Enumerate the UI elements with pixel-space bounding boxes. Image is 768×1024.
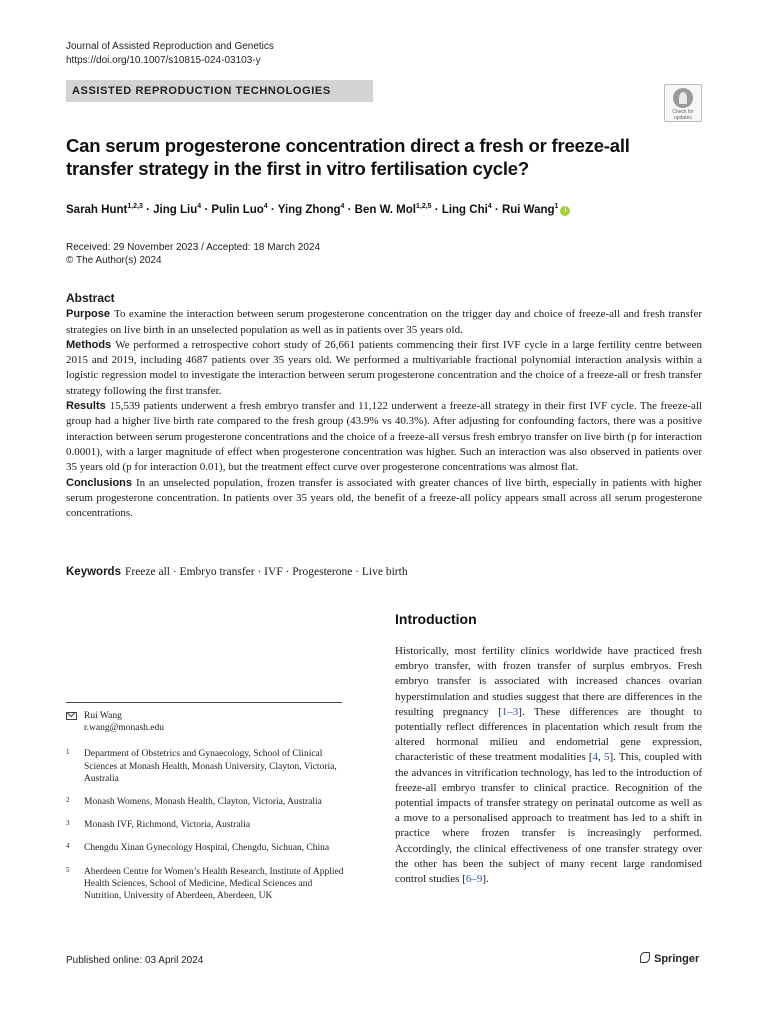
author-name[interactable]: Rui Wang — [501, 203, 555, 216]
section-banner: ASSISTED REPRODUCTION TECHNOLOGIES — [66, 80, 373, 102]
affiliation — [66, 748, 350, 785]
abstract-text: In an unselected population, frozen transfer is associated with greater chances of live birth, especially in patients with higher serum progesterone concentration. In patients over 35 years old, the benefit of a freeze-all policy appears small across all serum progesterone concentrations. — [66, 476, 702, 520]
author-affiliation: 4 — [487, 203, 492, 210]
affiliation-text: Monash Womens, Monash Health, Clayton, Victoria, Australia — [84, 797, 322, 808]
author-affiliation: 1 — [554, 203, 559, 210]
author-affiliation: 4 — [197, 203, 202, 210]
introduction-segment: ]. These differences are thought to potentially reflect differences in placentation which result from the altered hormonal milieu and endometrial gene expression, characteristic of these treatment modalities [ — [395, 705, 703, 764]
author-name[interactable]: Ying Zhong — [277, 203, 341, 216]
introduction-segment: ]. This, coupled with the advances in vitrification technology, has led to the introduction of freeze-all embryo transfer to clinical practice. Recognition of the potential impacts of transfer strategy on perinatal outcome as well as a move to a personalised approach to treatment has led to a shift in practice where frozen transfer is increasingly performed. Accordingly, the clinical effectiveness of one transfer strategy over the other has been the subject of many recent large randomised control studies [ — [395, 751, 702, 886]
affiliation-number: 1 — [66, 748, 70, 757]
publisher-name: Springer — [654, 953, 700, 965]
abstract-text: 15,539 patients underwent a fresh embryo transfer and 11,122 underwent a freeze-all strategy in their first IVF cycle. The freeze-all group had a higher live birth rate compared to the fresh group (43.9% vs 40.3%). After adjusting for confounding factors, there was a positive interaction between serum progesterone concentrations and the choice of a freeze-all versus fresh embryo transfer on live birth (p for interaction 0.0001), with a larger magnitude of effect when progesterone concentration was higher. Such an interaction was also observed in patients over 35 years old (p for interaction 0.01), but the treatment effect curve over progesterone concentrations was almost flat. — [66, 400, 702, 474]
journal-name: Journal of Assisted Reproduction and Genetics — [66, 41, 274, 52]
author-separator: · — [344, 203, 355, 216]
keywords-label: Keywords — [66, 566, 121, 578]
correspondence — [66, 710, 350, 734]
check-updates-icon — [673, 88, 693, 108]
citation-link[interactable]: 6–9 — [465, 873, 483, 886]
author-separator: · — [142, 203, 154, 216]
footnote-divider — [66, 702, 342, 703]
abstract-heading: Abstract — [66, 291, 115, 305]
abstract-purpose — [66, 307, 702, 338]
author-separator: · — [267, 203, 278, 216]
correspondence-name: Rui Wang — [84, 711, 122, 721]
affiliation-text: Aberdeen Centre for Women’s Health Research, Institute of Applied Health Sciences, School of Medicine, Medical Sciences and Nutrition, University of Aberdeen, Aberdeen, UK — [84, 866, 344, 902]
author-separator: · — [491, 203, 502, 216]
abstract-conclusions — [66, 476, 702, 522]
affiliation-list — [66, 748, 350, 902]
springer-horse-icon — [640, 952, 650, 963]
envelope-icon — [66, 712, 77, 720]
abstract-text: We performed a retrospective cohort study of 26,661 patients commencing their first IVF cycle in a large fertility centre between 2015 and 2019, including 4687 patients over 35 years old. We performed a multivariable fractional polynomial interaction analysis within a logistic regression model to investigate the interaction between serum progesterone concentration and the choice of a freeze-all or fresh transfer strategy following the first transfer. — [66, 338, 702, 397]
check-updates-label: Check for updates — [672, 109, 694, 121]
citation-link[interactable]: 1–3 — [501, 705, 519, 718]
author-name[interactable]: Jing Liu — [153, 203, 198, 216]
check-for-updates-badge[interactable] — [664, 84, 702, 122]
introduction-segment: ]. — [482, 873, 489, 886]
abstract-methods — [66, 338, 702, 399]
author-affiliation: 4 — [340, 203, 345, 210]
citation-link[interactable]: 4 — [592, 751, 598, 764]
affiliation — [66, 866, 350, 903]
abstract-label: Results — [66, 400, 106, 413]
article-title: Can serum progesterone concentration direct a fresh or freeze-all transfer strategy in the first in vitro fertilisation cycle? — [66, 135, 630, 179]
affiliation-text: Monash IVF, Richmond, Victoria, Australia — [84, 820, 251, 831]
abstract — [66, 291, 702, 521]
abstract-label: Methods — [66, 338, 112, 351]
received-accepted: Received: 29 November 2023 / Accepted: 18 March 2024 — [66, 242, 321, 253]
keywords-text: Freeze all · Embryo transfer · IVF · Progesterone · Live birth — [124, 566, 408, 578]
affiliation-number: 2 — [66, 796, 70, 805]
affiliation-number: 4 — [66, 842, 70, 851]
affiliation — [66, 819, 350, 831]
affiliation-text: Department of Obstetrics and Gynaecology, School of Clinical Sciences at Monash Health, Monash University, Clayton, Victoria, Australia — [84, 749, 337, 784]
affiliation — [66, 842, 350, 854]
author-affiliation: 4 — [263, 203, 268, 210]
citation-link[interactable]: 5 — [603, 751, 610, 764]
author-name[interactable]: Pulin Luo — [211, 203, 264, 216]
correspondence-email[interactable]: r.wang@monash.edu — [84, 723, 164, 734]
introduction-text — [395, 644, 702, 887]
footnotes — [66, 710, 350, 913]
author-name[interactable]: Sarah Hunt — [66, 203, 128, 216]
affiliation-number: 5 — [66, 865, 70, 874]
affiliation-number: 3 — [66, 819, 70, 828]
orcid-icon[interactable]: i — [560, 206, 570, 216]
published-date: Published online: 03 April 2024 — [66, 955, 204, 966]
publisher-logo — [640, 952, 699, 965]
keywords — [66, 566, 702, 578]
author-separator: · — [201, 203, 212, 216]
copyright: © The Author(s) 2024 — [66, 255, 162, 266]
abstract-text: To examine the interaction between serum progesterone concentration on the trigger day and choice of freeze-all and fresh transfer strategies on live birth in an unselected population as well as in patients over 35 years old. — [66, 308, 702, 336]
author-name[interactable]: Ben W. Mol — [354, 203, 416, 216]
introduction-segment: , — [597, 751, 604, 764]
affiliation — [66, 796, 350, 808]
author-list — [66, 203, 570, 216]
introduction-segment: Historically, most fertility clinics worldwide have practiced fresh embryo transfer, with frozen transfer of surplus embryos. Fresh embryo transfer is associated with increased chances ovarian hyperstimulation and studies suggest that there are differences in the resulting pregnancy [ — [395, 645, 702, 718]
author-affiliation: 1,2,5 — [416, 203, 432, 210]
abstract-label: Conclusions — [66, 476, 133, 489]
introduction-heading: Introduction — [395, 611, 477, 627]
author-affiliation: 1,2,3 — [127, 203, 143, 210]
article-dates — [66, 241, 320, 267]
journal-header — [66, 40, 274, 68]
author-separator: · — [431, 203, 442, 216]
abstract-label: Purpose — [66, 308, 111, 321]
affiliation-text: Chengdu Xinan Gynecology Hospital, Chengdu, Sichuan, China — [84, 843, 330, 854]
author-name[interactable]: Ling Chi — [441, 203, 488, 216]
doi-link[interactable]: https://doi.org/10.1007/s10815-024-03103-y — [66, 55, 261, 66]
abstract-results — [66, 399, 702, 475]
